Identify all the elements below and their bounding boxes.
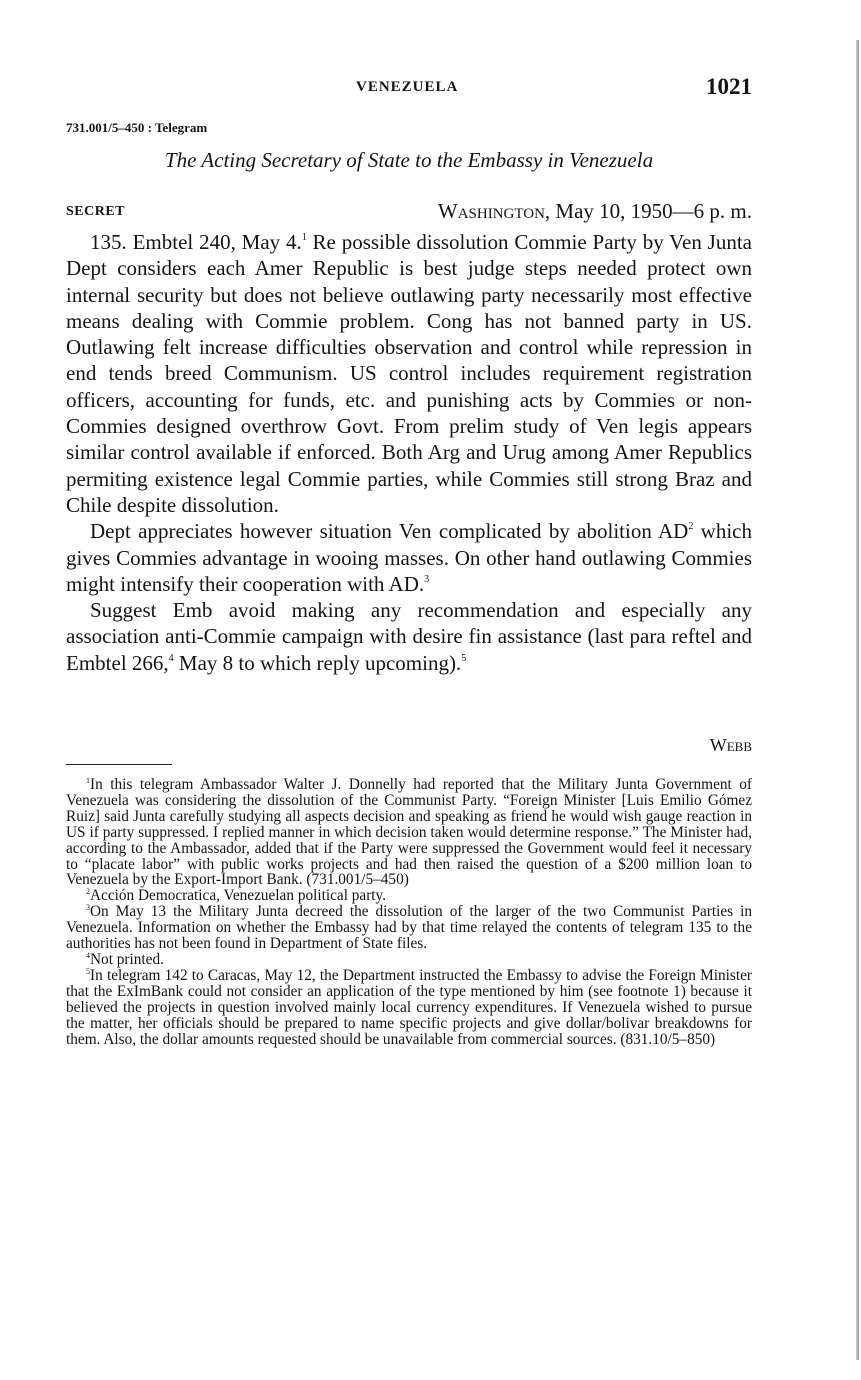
dateline bbox=[438, 199, 752, 224]
paragraph-text: Dept appreciates however situation Ven complicated by abolition AD bbox=[90, 519, 689, 544]
running-head bbox=[66, 74, 752, 104]
classification-label: SECRET bbox=[66, 204, 126, 219]
body-paragraph bbox=[66, 229, 752, 518]
paragraph-text: Suggest Emb avoid making any recommendation and especially any association anti-Commie campaign with desire fin assistance (last para reftel and Embtel 266, bbox=[66, 598, 752, 675]
signature: Webb bbox=[709, 735, 752, 755]
paragraph-text: May 8 to which reply upcoming). bbox=[173, 650, 462, 675]
footnote-ref: 1 bbox=[301, 232, 307, 243]
dateline-place: Washington, bbox=[437, 199, 551, 223]
footnote-text: Not printed. bbox=[90, 950, 164, 968]
page-edge bbox=[856, 40, 859, 1360]
footnote-text: In this telegram Ambassador Walter J. Donnelly had reported that the Military Junta Government of Venezuela was considering the dissolution of the Communist Party. “Foreign Minister [Luis Emilio Gómez Ruiz] said Junta carefully studying all aspects decision and speaking as friend he would wish gauge reaction in US if party suppressed. I replied manner in which decision taken would determine response.” The Minister had, according to the Ambassador, added that if the Party were suppressed the Government would feel it necessary to “placate labor” with public works projects and had then raised the question of a $200 million loan to Venezuela by the Export-Import Bank. (731.001/5–450) bbox=[66, 776, 752, 889]
footnote-number: 5 bbox=[86, 966, 90, 976]
dateline-date: May 10, 1950—6 p. m. bbox=[555, 199, 752, 223]
footnote-text: In telegram 142 to Caracas, May 12, the Department instructed the Embassy to advise the Foreign Minister that the ExImBank could not consider an application of the type mentioned by him (see footnote 1) because it believed the projects in question involved mainly local currency expenditures. If Venezuela wished to pursue the matter, her officials should be prepared to name specific projects and give dollar/bolivar breakdowns for them. Also, the dollar amounts requested should be unavailable from commercial sources. (831.10/5–850) bbox=[66, 966, 752, 1048]
footnote-number: 3 bbox=[86, 903, 90, 913]
footnote bbox=[66, 888, 752, 904]
footnote-ref: 3 bbox=[424, 573, 430, 585]
paragraph-text: 135. Embtel 240, May 4. bbox=[90, 230, 302, 254]
footnote bbox=[66, 952, 752, 968]
footnote-number: 4 bbox=[86, 950, 90, 960]
footnote-number: 1 bbox=[86, 776, 90, 785]
document-title: The Acting Secretary of State to the Embassy in Venezuela bbox=[164, 148, 654, 172]
footnotes bbox=[66, 777, 752, 1047]
body-paragraph bbox=[66, 518, 752, 597]
footnote bbox=[66, 904, 752, 952]
footnote-ref: 2 bbox=[688, 521, 694, 533]
paragraph-text: Re possible dissolution Commie Party by Ven Junta Dept considers each Amer Republic is best judge steps needed protect own internal security but does not believe outlawing party necessarily most effective means dealing with Commie problem. Cong has not banned party in US. Outlawing felt increase difficulties observation and control while repression in end tends breed Communism. US control includes requirement registration officers, accounting for funds, etc. and punishing acts by Commies or non-Commies designed overthrow Govt. From prelim study of Ven legis appears similar control available if enforced. Both Arg and Urug among Amer Republics permiting existence legal Commie parties, while Commies still strong Braz and Chile despite dissolution. bbox=[66, 230, 752, 517]
paragraph-text: which gives Commies advantage in wooing masses. On other hand outlawing Commies might intensify their cooperation with AD. bbox=[66, 519, 753, 596]
file-reference: 731.001/5–450 : Telegram bbox=[66, 120, 208, 135]
footnote-text: On May 13 the Military Junta decreed the dissolution of the larger of the two Communist Parties in Venezuela. Information on whether the Embassy had by that time relayed the contents of telegram 135 to the authorities has not been found in Department of State files. bbox=[66, 903, 752, 953]
footnote-text: Acción Democratica, Venezuelan political party. bbox=[90, 887, 387, 905]
running-title: VENEZUELA bbox=[356, 79, 459, 95]
telegram-body bbox=[66, 229, 752, 676]
footnote bbox=[66, 968, 752, 1048]
footnote-number: 2 bbox=[86, 887, 90, 897]
page-number: 1021 bbox=[706, 74, 752, 99]
footnote bbox=[66, 777, 752, 888]
body-paragraph bbox=[66, 597, 752, 676]
footnote-ref: 4 bbox=[168, 652, 174, 664]
footnote-ref: 5 bbox=[461, 652, 467, 664]
footnote-rule bbox=[66, 764, 172, 765]
